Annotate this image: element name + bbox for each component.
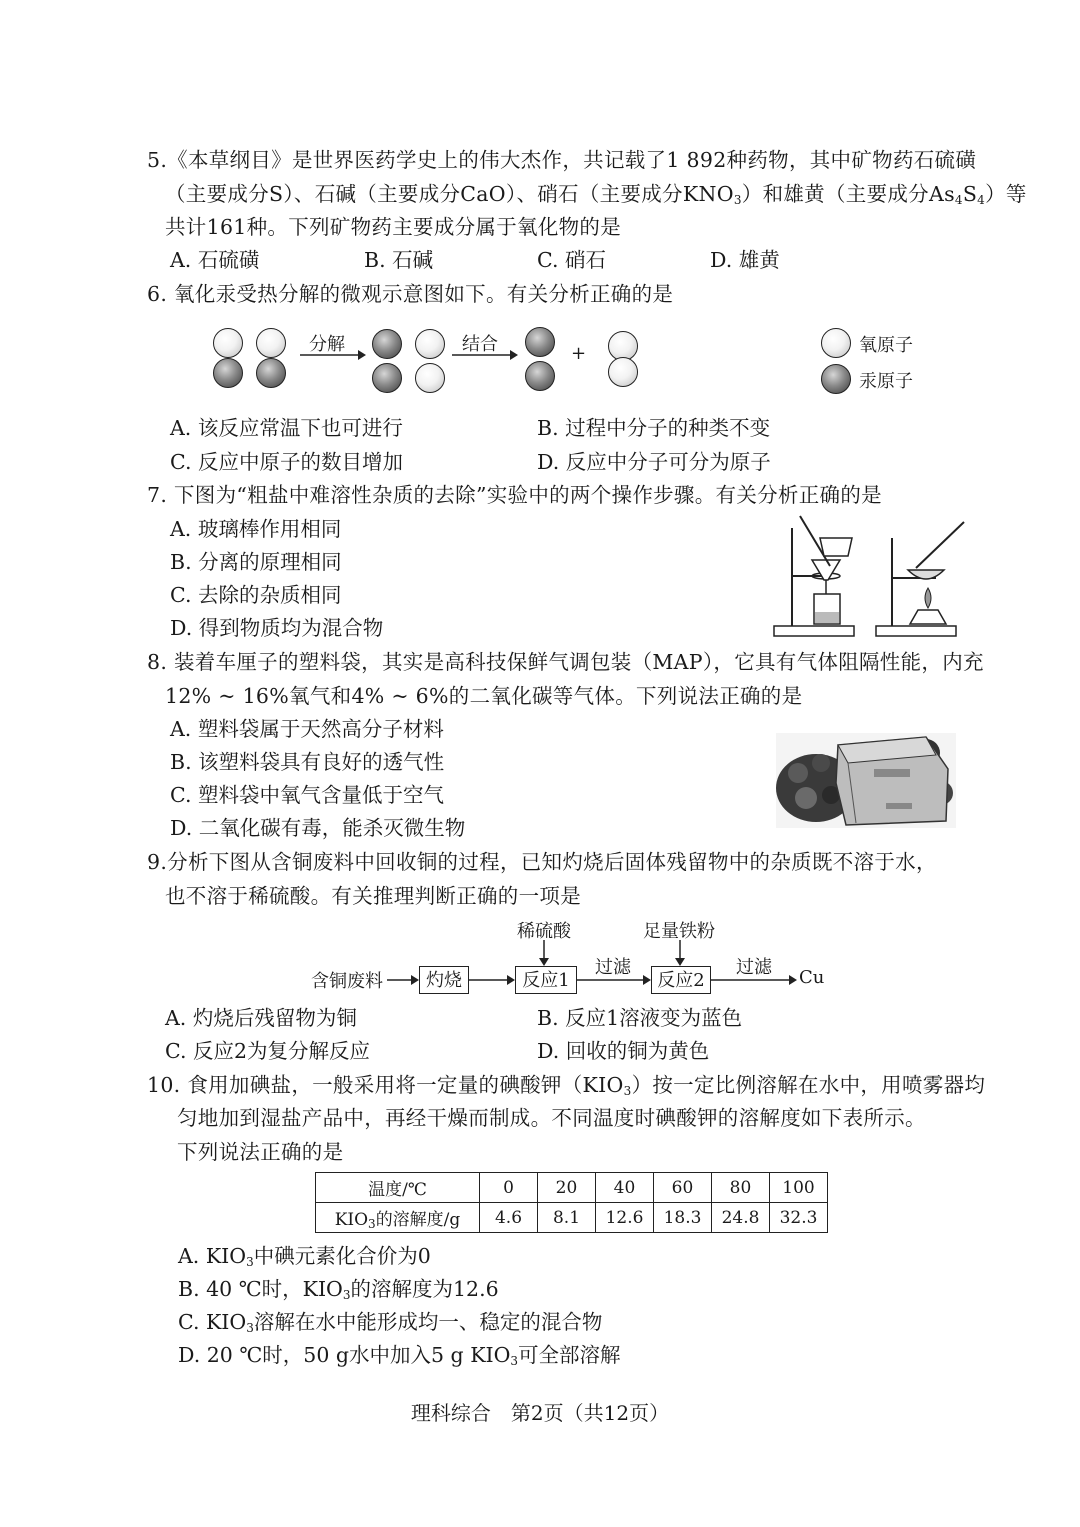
q5-option-a: A. 石硫磺	[170, 248, 260, 272]
q8-option-b: B. 该塑料袋具有良好的透气性	[170, 750, 445, 774]
flow-box-reaction2: 反应2	[651, 966, 711, 994]
q5-line2: （主要成分S）、石碱（主要成分CaO）、硝石（主要成分$KNO_3$）和雄黄（主要成分$As_4S_4$）等	[165, 182, 1027, 207]
q9-line1: 9.分析下图从含铜废料中回收铜的过程，已知灼烧后固体残留物中的杂质既不溶于水，	[147, 850, 937, 874]
q10-line3: 下列说法正确的是	[177, 1140, 344, 1164]
table-header: 温度/℃	[316, 1173, 480, 1203]
table-cell: 24.8	[712, 1203, 770, 1233]
q10-option-c: C. $KIO_3$溶解在水中能形成均一、稳定的混合物	[178, 1310, 603, 1335]
q8-option-c: C. 塑料袋中氧气含量低于空气	[170, 783, 444, 807]
q9-option-b: B. 反应1溶液变为蓝色	[537, 1006, 743, 1030]
q10-option-b: B. 40 ℃时，$KIO_3$的溶解度为12.6	[178, 1277, 499, 1302]
legend-oxygen-label: 氧原子	[859, 335, 913, 356]
mercury-atom	[372, 329, 402, 359]
table-cell: 0	[480, 1173, 538, 1203]
q6-stem: 6. 氧化汞受热分解的微观示意图如下。有关分析正确的是	[147, 282, 674, 306]
q9-option-c: C. 反应2为复分解反应	[165, 1039, 371, 1063]
mercury-atom	[372, 363, 402, 393]
table-cell: 100	[770, 1173, 828, 1203]
q9-line2: 也不溶于稀硫酸。有关推理判断正确的一项是	[165, 884, 581, 908]
table-cell: 8.1	[538, 1203, 596, 1233]
q5-option-d: D. 雄黄	[710, 248, 780, 272]
mercury-atom	[213, 358, 243, 388]
q9-option-a: A. 灼烧后残留物为铜	[165, 1006, 357, 1030]
oxygen-atom	[415, 363, 445, 393]
table-cell: 60	[654, 1173, 712, 1203]
oxygen-atom	[256, 328, 286, 358]
map-package-photo	[776, 733, 956, 828]
arrow-icon	[674, 940, 686, 966]
flow-start: 含铜废料	[311, 971, 383, 992]
mercury-atom	[525, 327, 555, 357]
q10-option-d: D. 20 ℃时，50 g水中加入5 g $KIO_3$可全部溶解	[178, 1343, 621, 1368]
q5-option-b: B. 石碱	[364, 248, 434, 272]
q7-stem: 7. 下图为“粗盐中难溶性杂质的去除”实验中的两个操作步骤。有关分析正确的是	[147, 483, 882, 507]
plus-sign: +	[571, 343, 587, 364]
legend-oxygen-icon	[821, 328, 851, 358]
table-row	[316, 1173, 828, 1203]
table-cell: 12.6	[596, 1203, 654, 1233]
q8-line1: 8. 装着车厘子的塑料袋，其实是高科技保鲜气调包装（MAP），它具有气体阻隔性能，内充	[147, 650, 984, 674]
q7-option-c: C. 去除的杂质相同	[170, 583, 342, 607]
oxygen-atom	[415, 329, 445, 359]
q5-line1: 5.《本草纲目》是世界医药学史上的伟大杰作，共记载了1 892种药物，其中矿物药石硫磺	[147, 148, 977, 172]
q10-option-a: A. $KIO_3$中碘元素化合价为0	[178, 1244, 431, 1269]
arrow-icon	[452, 348, 518, 362]
q6-option-c: C. 反应中原子的数目增加	[170, 450, 403, 474]
table-row	[316, 1203, 828, 1233]
solubility-table	[315, 1172, 828, 1233]
q7-option-a: A. 玻璃棒作用相同	[170, 517, 342, 541]
table-header: $KIO_3$的溶解度/g	[316, 1203, 480, 1233]
flow-box-reaction1: 反应1	[515, 966, 577, 994]
flow-box-roast: 灼烧	[419, 966, 469, 994]
table-cell: 18.3	[654, 1203, 712, 1233]
oxygen-atom	[608, 357, 638, 387]
lab-apparatus-illustration	[768, 508, 970, 643]
flow-reagent-acid: 稀硫酸	[517, 921, 571, 942]
q7-option-d: D. 得到物质均为混合物	[170, 616, 384, 640]
q8-option-a: A. 塑料袋属于天然高分子材料	[170, 717, 444, 741]
arrow-icon	[538, 940, 550, 966]
q5-line3: 共计161种。下列矿物药主要成分属于氧化物的是	[165, 215, 622, 239]
table-cell: 40	[596, 1173, 654, 1203]
flow-reagent-iron: 足量铁粉	[643, 921, 715, 942]
table-cell: 32.3	[770, 1203, 828, 1233]
flow-filter-label: 过滤	[736, 957, 772, 978]
table-cell: 80	[712, 1173, 770, 1203]
arrow-icon	[711, 973, 797, 987]
q6-option-b: B. 过程中分子的种类不变	[537, 416, 771, 440]
table-cell: 20	[538, 1173, 596, 1203]
q9-option-d: D. 回收的铜为黄色	[537, 1039, 710, 1063]
legend-mercury-icon	[821, 364, 851, 394]
mercury-atom	[256, 358, 286, 388]
flow-end: Cu	[799, 967, 825, 988]
arrow-label-combine: 结合	[462, 334, 498, 355]
q6-option-a: A. 该反应常温下也可进行	[170, 416, 403, 440]
arrow-icon	[469, 973, 515, 987]
q5-option-c: C. 硝石	[537, 248, 606, 272]
arrow-label-decompose: 分解	[309, 334, 345, 355]
q10-line2: 匀地加到湿盐产品中，再经干燥而制成。不同温度时碘酸钾的溶解度如下表所示。	[177, 1106, 926, 1130]
q10-line1: 10. 食用加碘盐，一般采用将一定量的碘酸钾$(KIO_3)$按一定比例溶解在水中，用喷雾器均	[147, 1073, 986, 1098]
oxygen-atom	[213, 328, 243, 358]
mercury-atom	[525, 361, 555, 391]
arrow-icon	[387, 973, 419, 987]
flow-filter-label: 过滤	[595, 957, 631, 978]
q7-option-b: B. 分离的原理相同	[170, 550, 342, 574]
legend-mercury-label: 汞原子	[859, 371, 913, 392]
q8-option-d: D. 二氧化碳有毒，能杀灭微生物	[170, 816, 466, 840]
arrow-icon	[577, 973, 651, 987]
q8-line2: 12% ~ 16%氧气和4% ~ 6%的二氧化碳等气体。下列说法正确的是	[165, 684, 803, 708]
arrow-icon	[300, 348, 366, 362]
q6-option-d: D. 反应中分子可分为原子	[537, 450, 771, 474]
table-cell: 4.6	[480, 1203, 538, 1233]
page-footer: 理科综合 第2页（共12页）	[410, 1401, 670, 1425]
